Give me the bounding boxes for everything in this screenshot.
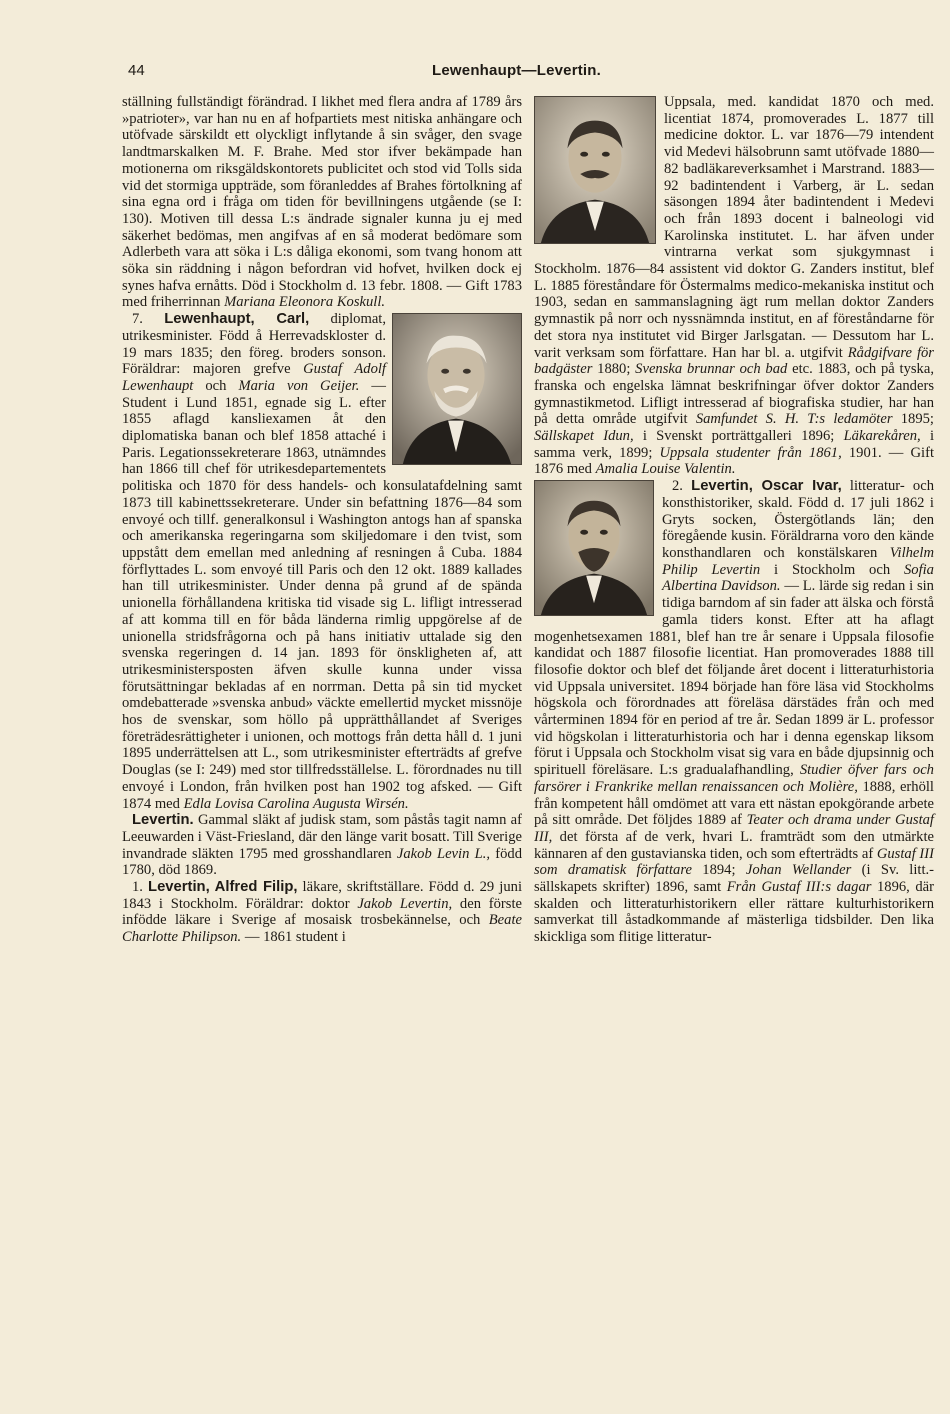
text-run: etc. 1883, och på tyska, franska och engelska lämnat beskrifningar öfver doktor Zanders gymnastikmetod. Lifligt intresserad af biografiska studier, har han på detta område utgifvit — [534, 361, 934, 428]
text-run: diplomat, utrikesminister. Född å Herrevadskloster d. 19 mars 1835; den föreg. broders sonson. Föräldrar: majoren grefve — [122, 311, 387, 378]
work-title: Studier öfver fars och farsörer i Frankrike mellan renaissancen och Molière, — [534, 762, 934, 795]
work-title: Läkarekåren, — [843, 428, 921, 445]
work-title: Teater och drama under Gustaf III, — [534, 812, 934, 845]
portrait-carl-lewenhaupt — [392, 313, 522, 465]
entry-heading: Levertin. — [132, 812, 194, 829]
text-run: — L. lärde sig redan i sin tidiga barndom af sin fader att älska och förstå gamla tiders konst. Efter att ha aflagt mogenhetsexamen 1881, blef han tre år senare i Uppsala filosofie kandidat och 1887 filosofie licentiat. Han promoverades 1888 till filosofie doktor och blef det följande året docent i litteraturhistoria vid Uppsala universitet. 1894 började han före läsa vid Stockholms högskola och förordnades att föreläsa därstädes från och med vårterminen 1894 för en period af tre år. Sedan 1899 är L. professor vid högskolan i litteraturhistoria och har i denna egenskap liksom förut i Uppsala och Stockholm visat sig vara en både djupsinnig och spirituell föreläsare. L:s gradualafhandling, — [534, 578, 934, 779]
text-run: ställning fullständigt förändrad. I likhet med flera andra af 1789 års »patrioter», var han nu en af hofpartiets mest nitiska anhängare och utöfvade särskildt ett olyckligt inflytande å sin svåger, den svage landtmarskalken M. F. Brahe. Med stor ifver bekämpade han motionerna om riksgäldskontorets publicitet och stod vid Tolls sida vid det stormiga uppträde, som föranleddes af Brahes förtolkning af sina egna ord i fråga om tiden för bevillningens utgående (se I: 130). Motiven till dessa L:s ändrade signaler kunna ju ej med säkerhet bedömas, men angifvas af en så moderat bedömare som Adlerbeth vara att söka i L:s dåliga ekonomi, som tvang honom att söka sin räddning i någon befordran vid hofvet, hvilken dock ej synes hafva ernåtts. Död i Stockholm d. 13 febr. 1808. — Gift 1783 med friherrinnan — [122, 94, 522, 311]
work-title: Rådgifvare för badgäster — [534, 344, 934, 378]
text-run: den förste infödde läkare i Sverige af mosaisk trosbekännelse, och — [122, 895, 522, 929]
portrait-image — [535, 481, 653, 615]
mother-name: Sofia Albertina Davidson. — [662, 561, 934, 595]
text-run: 1896, där skalden och litteraturhistorikern eller rättare kulturhistorikern samverkat till åstadkommande af mästerliga tidsbilder. Den lika skickliga som flitige litteratur- — [534, 879, 934, 946]
text-run: född 1780, död 1869. — [122, 845, 522, 879]
text-run: — Student i Lund 1851, egnade sig L. efter 1855 aflagd kansliexamen åt den diplomatiska banan och blef 1858 attaché i Paris. Legationssekreterare 1863, utnämndes han 1866 till chef för utrikesdepartementets politiska och 1870 för dess handels- och konsulatafdelning samt 1873 till kabinettssekreterare. Under sin befattning 1876—84 som envoyé och tillf. generalkonsul i Washington antogs han af spanska och amerikanska regeringarna som skiljedomare i den tvist, som uppstått dem emellan med anledning af resningen å Cuba. 1884 förflyttades L. som envoyé till Paris och den 12 okt. 1889 kallades han till utrikesminister. Under denna på grund af de spända unionella förhållandena kritiska tid visade sig L. lifligt intresserad af att komma till en för båda länderna rimlig uppgörelse af de unionella stridsfrågorna och på hans initiativ uttalade sig den svenska regeringen d. 14 jan. 1893 för önskligheten af, att utrikesministersposten äfven skulle kunna under vissa förutsättningar bekladas af en norrman. Detta på sin tid mycket omdebatterade »svenska anbud» väckte emellertid mycket missnöje hos de svenskar, som höllo på upprätthållandet af Sveriges företrädesrättigheter i unionen, och mottogs från detta håll d. 1 juni 1895 underrättelsen att L., som utrikesminister efterträdts af grefve Douglas (se I: 249) med stor tillfredsställelse. L. förordnades nu till envoyé i London, från hvilken post han 1902 tog afsked. — Gift 1874 med — [122, 377, 522, 812]
entry-number: 2. — [672, 478, 683, 495]
father-name: Gustaf Adolf Lewenhaupt — [122, 361, 386, 394]
mother-name: Maria von Geijer. — [238, 377, 360, 394]
work-title: Svenska brunnar och bad — [635, 361, 788, 378]
entry-heading: Lewenhaupt, Carl, — [164, 311, 310, 328]
text-run: i Stockholm och — [760, 561, 904, 578]
page-number: 44 — [128, 62, 145, 79]
work-title: Uppsala studenter från 1861, — [659, 444, 842, 461]
entry-heading: Levertin, Alfred Filip, — [148, 879, 298, 896]
text-run: — 1861 student i — [241, 929, 346, 946]
text-run: Uppsala, med. kandidat 1870 och med. licentiat 1874, promoverades L. 1877 till medicine doktor. L. var 1876—79 intendent vid Medevi hälsobrunn samt utöfvade 1880—82 badläkareverksamhet i Marstrand. 1883—92 badintendent i Varberg, är L. sedan säsongen 1894 åter badintendent i Medevi och från 1893 docent i balneologi vid Karolinska institutet. L. har äfven under vintrarna verkat som sjukgymnast i Stockholm. 1876—84 assistent vid doktor G. Zanders institut, blef L. 1885 föreståndare för Östermalms medico-mekaniska institut och 1903, sedan en sammanslagning ägt rum mellan doktor Zanders gymnastik på norr och nyssnämnda institut, en af föreståndarne för det stora nya institutet vid Birger Jarlsgatan. — Dessutom har L. varit verksam som författare. Han har bl. a. utgifvit — [534, 94, 934, 361]
text-run: litteratur- och konsthistoriker, skald. Född d. 17 juli 1862 i Gryts socken, Östergötlands län; den föregående kusin. Föräldrarna voro den kände konsthandlaren och konstälskaren — [662, 478, 934, 561]
running-title: Lewenhaupt—Levertin. — [432, 62, 602, 79]
left-column — [122, 94, 522, 946]
text-run: 1895; — [892, 411, 934, 428]
father-name: Jakob Levertin, — [357, 895, 453, 912]
work-title: Från Gustaf III:s dagar — [726, 879, 872, 896]
spouse-name: Mariana Eleonora Koskull. — [224, 294, 386, 311]
running-head — [122, 62, 930, 84]
entry-carl-lewenhaupt — [122, 311, 522, 812]
text-run: 1888, erhöll från kompetent håll omdömet att vara ett nästan epokgörande arbete på sitt område. Det följdes 1889 af — [534, 778, 934, 829]
text-run: Gammal släkt af judisk stam, som påstås tagit namn af Leeuwarden i Väst-Friesland, där den länge varit bosatt. Till Sverige invandrade släkten 1795 med grosshandlaren — [122, 812, 522, 862]
spouse-name: Amalia Louise Valentin. — [595, 461, 736, 478]
paragraph-continuation — [122, 94, 522, 311]
portrait-image — [535, 97, 655, 243]
entry-heading: Levertin, Oscar Ivar, — [691, 478, 842, 495]
father-name: Vilhelm Philip Levertin — [662, 544, 934, 578]
portrait-image — [393, 314, 521, 464]
work-title: Gustaf III som dramatisk författare — [534, 845, 934, 879]
text-run: 1901. — Gift 1876 med — [534, 444, 935, 478]
entry-number: 7. — [132, 311, 143, 328]
text-run: i samma verk, 1899; — [534, 428, 934, 461]
text-run: läkare, skriftställare. Född d. 29 juni 1843 i Stockholm. Föräldrar: doktor — [122, 879, 522, 912]
entry-alfred-levertin-continued — [534, 94, 934, 478]
founder-name: Jakob Levin L., — [396, 845, 491, 862]
portrait-oscar-levertin — [534, 480, 654, 616]
work-title: Johan Wellander — [745, 862, 852, 879]
entry-number: 1. — [132, 879, 143, 896]
portrait-alfred-levertin — [534, 96, 656, 244]
text-run: det första af de verk, hvari L. framträdt som den utmärkte kännaren af den gustavianska tiden, och som efterträdts af — [534, 828, 934, 862]
work-title: Samfundet S. H. T:s ledamöter — [695, 411, 893, 428]
entry-alfred-levertin — [122, 879, 522, 946]
entry-family-levertin — [122, 812, 522, 879]
entry-oscar-levertin — [534, 478, 934, 946]
mother-name: Beate Charlotte Philipson. — [122, 912, 522, 946]
work-title: Sällskapet Idun, — [534, 428, 634, 445]
text-run: (i Sv. litt.-sällskapets skrifter) 1896, samt — [534, 862, 935, 896]
text-run: 1894; — [691, 862, 746, 879]
text-run: och — [193, 377, 239, 394]
text-run: i Svenskt porträttgalleri 1896; — [633, 428, 844, 445]
spouse-name: Edla Lovisa Carolina Augusta Wirsén. — [183, 795, 409, 812]
text-run: 1880; — [592, 361, 636, 378]
right-column — [534, 94, 934, 946]
